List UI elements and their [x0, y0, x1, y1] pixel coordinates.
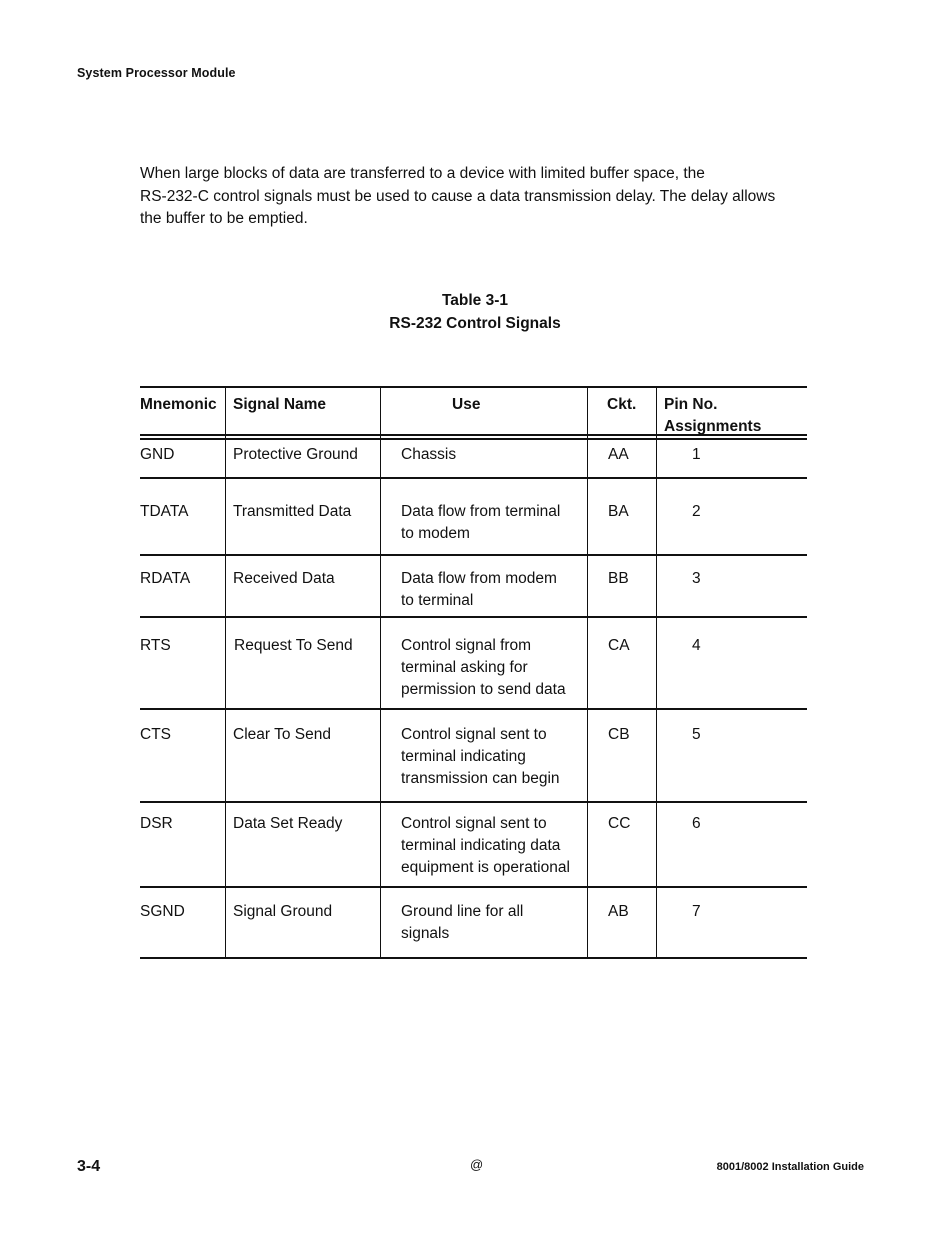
- intro-line: the buffer to be emptied.: [140, 210, 308, 227]
- cell-use: terminal indicating: [401, 748, 526, 765]
- cell-use: to terminal: [401, 592, 474, 609]
- cell-mnemonic: GND: [140, 446, 175, 463]
- header-signal-name: Signal Name: [233, 396, 327, 413]
- cell-ckt: AB: [608, 903, 629, 920]
- header-rule-lower: [140, 438, 807, 440]
- row-divider: [140, 886, 807, 888]
- table-top-rule: [140, 386, 807, 388]
- cell-signal-name: Request To Send: [234, 637, 353, 654]
- table-title: RS-232 Control Signals: [389, 315, 561, 332]
- cell-use: terminal indicating data: [401, 837, 561, 854]
- intro-line: RS-232-C control signals must be used to cause a data transmission delay. The delay allows: [140, 187, 776, 205]
- cell-pin: 2: [692, 503, 701, 520]
- intro-paragraph: [140, 163, 820, 231]
- cell-use: Chassis: [401, 446, 457, 463]
- cell-use: terminal asking for: [401, 659, 528, 676]
- cell-ckt: CB: [608, 726, 630, 743]
- cell-mnemonic: SGND: [140, 903, 185, 920]
- cell-use: Data flow from terminal: [401, 503, 561, 520]
- column-divider: [656, 386, 657, 958]
- cell-ckt: BB: [608, 570, 629, 587]
- cell-pin: 3: [692, 570, 701, 587]
- row-divider: [140, 708, 807, 710]
- column-divider: [380, 386, 381, 958]
- cell-use: Control signal sent to: [401, 726, 547, 743]
- column-divider: [587, 386, 588, 958]
- cell-mnemonic: TDATA: [140, 503, 189, 520]
- cell-use: equipment is operational: [401, 859, 570, 876]
- cell-signal-name: Clear To Send: [233, 726, 331, 743]
- cell-use: Control signal from: [401, 637, 532, 654]
- cell-use: Data flow from modem: [401, 570, 557, 587]
- cell-signal-name: Transmitted Data: [233, 503, 352, 520]
- cell-ckt: CA: [608, 637, 630, 654]
- header-use: Use: [452, 396, 481, 413]
- cell-mnemonic: RDATA: [140, 570, 191, 587]
- header-ckt: Ckt.: [607, 396, 637, 413]
- cell-pin: 5: [692, 726, 701, 743]
- cell-signal-name: Signal Ground: [233, 903, 333, 920]
- cell-pin: 6: [692, 815, 701, 832]
- cell-ckt: AA: [608, 446, 629, 463]
- cell-pin: 1: [692, 446, 701, 463]
- cell-ckt: BA: [608, 503, 629, 520]
- cell-mnemonic: DSR: [140, 815, 173, 832]
- page-number: 3-4: [77, 1158, 101, 1175]
- cell-use: transmission can begin: [401, 770, 560, 787]
- cell-use: to modem: [401, 525, 470, 542]
- header-pin-assignments: Assignments: [664, 418, 762, 435]
- cell-use: signals: [401, 925, 450, 942]
- table-bottom-rule: [140, 957, 807, 959]
- cell-signal-name: Data Set Ready: [233, 815, 343, 832]
- cell-use: permission to send data: [401, 681, 566, 698]
- cell-pin: 4: [692, 637, 701, 654]
- running-header: System Processor Module: [77, 66, 236, 80]
- row-divider: [140, 554, 807, 556]
- cell-ckt: CC: [608, 815, 631, 832]
- cell-use: Ground line for all: [401, 903, 524, 920]
- cell-mnemonic: CTS: [140, 726, 171, 743]
- intro-line: When large blocks of data are transferred to a device with limited buffer space, the: [140, 165, 705, 182]
- cell-pin: 7: [692, 903, 701, 920]
- footer-mark: @: [470, 1157, 484, 1172]
- control-signals-table: [140, 386, 807, 960]
- cell-signal-name: Received Data: [233, 570, 335, 587]
- row-divider: [140, 801, 807, 803]
- cell-use: Control signal sent to: [401, 815, 547, 832]
- header-pin-no: Pin No.: [664, 396, 718, 413]
- cell-signal-name: Protective Ground: [233, 446, 358, 463]
- cell-mnemonic: RTS: [140, 637, 171, 654]
- row-divider: [140, 616, 807, 618]
- header-mnemonic: Mnemonic: [140, 396, 217, 413]
- footer-doc-title: 8001/8002 Installation Guide: [716, 1161, 864, 1173]
- table-number: Table 3-1: [441, 292, 509, 309]
- row-divider: [140, 477, 807, 479]
- column-divider: [225, 386, 226, 958]
